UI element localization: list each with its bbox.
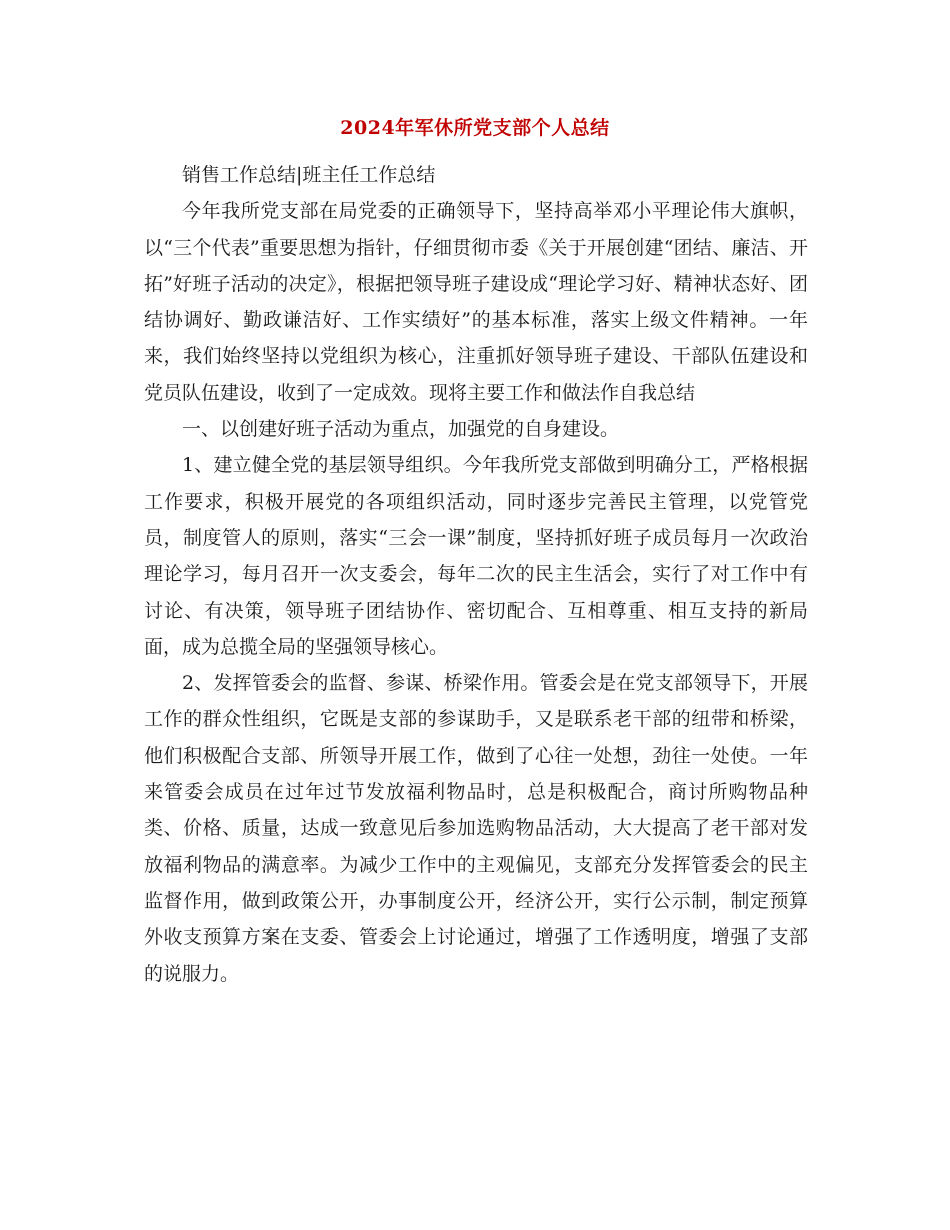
paragraph-intro: 今年我所党支部在局党委的正确领导下，坚持高举邓小平理论伟大旗帜，以“三个代表”重要思想为指针，仔细贯彻市委《关于开展创建“团结、廉洁、开拓”好班子活动的决定》，根据把领导班子建设成“理论学习好、精神状态好、团结协调好、勤政谦洁好、工作实绩好”的基本标准，落实上级文件精神。一年来，我们始终坚持以党组织为核心，注重抓好领导班子建设、干部队伍建设和党员队伍建设，收到了一定成效。现将主要工作和做法作自我总结	[144, 200, 808, 404]
paragraph-item-1: 1、建立健全党的基层领导组织。今年我所党支部做到明确分工，严格根据工作要求，积极开展党的各项组织活动，同时逐步完善民主管理，以党管党员，制度管人的原则，落实“三会一课”制度，坚持抓好班子成员每月一次政治理论学习，每月召开一次支委会，每年二次的民主生活会，实行了对工作中有讨论、有决策，领导班子团结协作、密切配合、互相尊重、相互支持的新局面，成为总揽全局的坚强领导核心。	[144, 454, 808, 658]
paragraph-related-links: 销售工作总结|班主任工作总结	[182, 164, 436, 186]
document-body	[144, 157, 808, 992]
paragraph-item-2: 2、发挥管委会的监督、参谋、桥梁作用。管委会是在党支部领导下，开展工作的群众性组织，它既是支部的参谋助手，又是联系老干部的纽带和桥梁，他们积极配合支部、所领导开展工作，做到了心往一处想，劲往一处使。一年来管委会成员在过年过节发放福利物品时，总是积极配合，商讨所购物品种类、价格、质量，达成一致意见后参加选购物品活动，大大提高了老干部对发放福利物品的满意率。为减少工作中的主观偏见，支部充分发挥管委会的民主监督作用，做到政策公开，办事制度公开，经济公开，实行公示制，制定预算外收支预算方案在支委、管委会上讨论通过，增强了工作透明度，增强了支部的说服力。	[144, 672, 808, 985]
section-heading-1: 一、以创建好班子活动为重点，加强党的自身建设。	[182, 418, 620, 441]
document-title: 2024年军休所党支部个人总结	[340, 117, 610, 139]
